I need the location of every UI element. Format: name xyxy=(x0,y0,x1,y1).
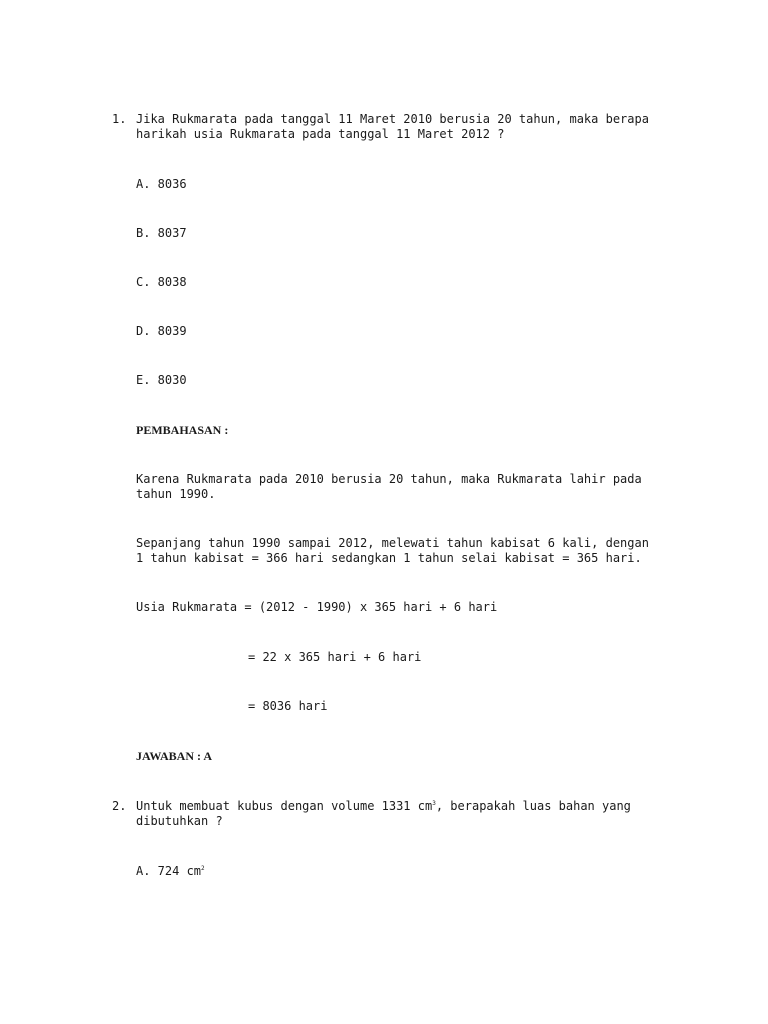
question-2-option-a-text: A. 724 cm xyxy=(136,864,202,878)
calculation-line-1: Usia Rukmarata = (2012 - 1990) x 365 hari + 6 hari xyxy=(136,600,498,614)
discussion-paragraph-1-line-2: tahun 1990. xyxy=(136,487,216,501)
calculation-line-3: = 8036 hari xyxy=(248,699,328,713)
discussion-paragraph-2-line-1: Sepanjang tahun 1990 sampai 2012, melewati tahun kabisat 6 kali, dengan xyxy=(136,536,649,550)
question-1-number: 1. xyxy=(112,112,127,126)
answer-label: JAWABAN : A xyxy=(136,749,213,763)
square-superscript: 2 xyxy=(201,865,205,872)
question-2-text-line-1 xyxy=(136,799,631,814)
question-2-option-a xyxy=(136,864,205,879)
question-1-text-line-1: Jika Rukmarata pada tanggal 11 Maret 2010 berusia 20 tahun, maka berapa xyxy=(136,112,649,126)
cubic-superscript: 3 xyxy=(432,800,436,807)
question-1-option-e: E. 8030 xyxy=(136,373,187,387)
discussion-heading: PEMBAHASAN : xyxy=(136,423,229,437)
question-1-option-d: D. 8039 xyxy=(136,324,187,338)
question-1-text-line-2: harikah usia Rukmarata pada tanggal 11 Maret 2012 ? xyxy=(136,127,505,141)
question-2-text-line-2: dibutuhkan ? xyxy=(136,814,223,828)
discussion-paragraph-1-line-1: Karena Rukmarata pada 2010 berusia 20 tahun, maka Rukmarata lahir pada xyxy=(136,472,642,486)
question-2-text-part-2: , berapakah luas bahan yang xyxy=(435,799,631,813)
calculation-line-2: = 22 x 365 hari + 6 hari xyxy=(248,650,422,664)
discussion-paragraph-2-line-2: 1 tahun kabisat = 366 hari sedangkan 1 tahun selai kabisat = 365 hari. xyxy=(136,551,642,565)
question-1-option-c: C. 8038 xyxy=(136,275,187,289)
question-1-option-a: A. 8036 xyxy=(136,177,187,191)
question-2-number: 2. xyxy=(112,799,127,813)
question-1-option-b: B. 8037 xyxy=(136,226,187,240)
question-2-text-part-1: Untuk membuat kubus dengan volume 1331 cm xyxy=(136,799,433,813)
